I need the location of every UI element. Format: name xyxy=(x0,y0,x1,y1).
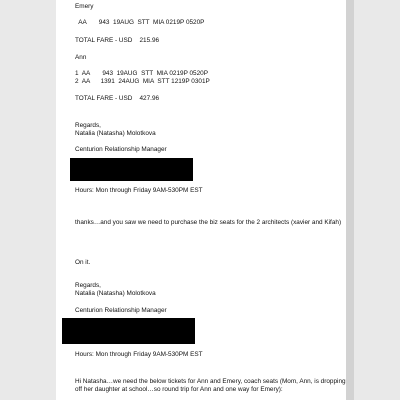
flight-row-ann-2: 2 AA 1391 24AUG MIA STT 1219P 0301P xyxy=(75,78,210,85)
page-edge xyxy=(346,0,354,400)
signature-name: Natalia (Natasha) Molotkova xyxy=(75,290,156,297)
message-ticket-request: Hi Natasha…we need the below tickets for Ann and Emery, coach seats (Mom, Ann, is dropping off her daughter at school…so round trip for Ann and one way for Emery): xyxy=(75,378,346,393)
signature-title: Centurion Relationship Manager xyxy=(75,146,167,153)
total-fare-ann: TOTAL FARE - USD 427.96 xyxy=(75,95,160,102)
message-architects: thanks…and you saw we need to purchase the biz seats for the 2 architects (xavier and Kifah) xyxy=(75,219,342,226)
passenger-name-emery: Emery xyxy=(75,3,94,10)
passenger-name-ann: Ann xyxy=(75,54,87,61)
signature-regards: Regards, xyxy=(75,282,101,289)
message-on-it: On it. xyxy=(75,259,91,266)
total-fare-emery: TOTAL FARE - USD 215.96 xyxy=(75,37,160,44)
flight-row-emery-1: AA 943 19AUG STT MIA 0219P 0520P xyxy=(75,19,205,26)
signature-hours: Hours: Mon through Friday 9AM-530PM EST xyxy=(75,187,203,194)
redaction-block xyxy=(62,318,195,344)
document-page xyxy=(56,0,346,400)
flight-row-ann-1: 1 AA 943 19AUG STT MIA 0219P 0520P xyxy=(75,70,208,77)
signature-hours: Hours: Mon through Friday 9AM-530PM EST xyxy=(75,351,203,358)
signature-regards: Regards, xyxy=(75,122,101,129)
signature-name: Natalia (Natasha) Molotkova xyxy=(75,130,156,137)
signature-title: Centurion Relationship Manager xyxy=(75,307,167,314)
redaction-block xyxy=(70,158,193,181)
